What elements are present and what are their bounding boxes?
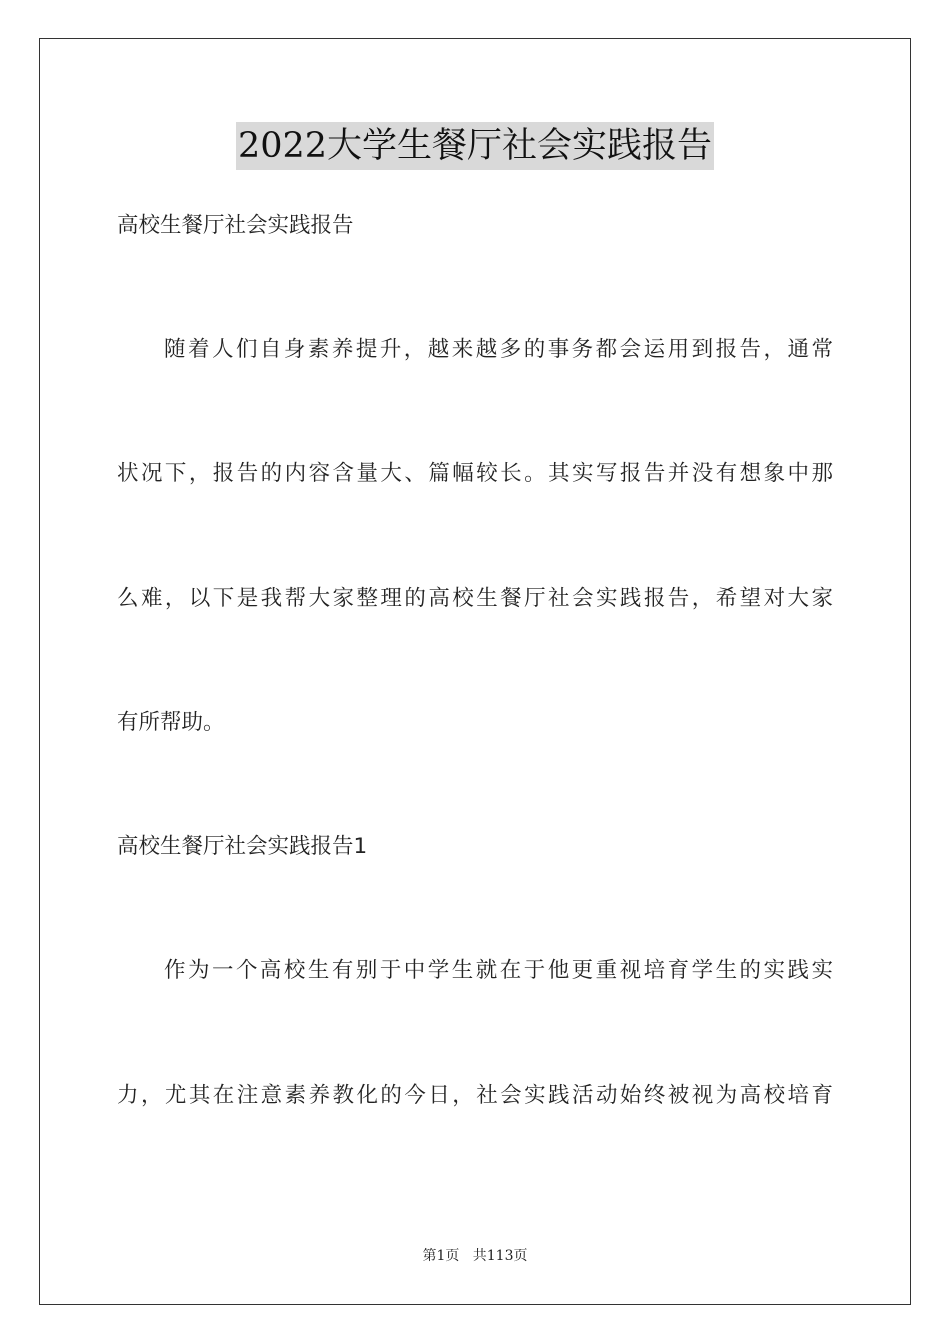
intro-line-2: 状况下，报告的内容含量大、篇幅较长。其实写报告并没有想象中那 xyxy=(117,461,833,486)
page-number: 第1页 xyxy=(422,1248,460,1264)
page-footer xyxy=(0,1246,950,1266)
section-heading: 高校生餐厅社会实践报告1 xyxy=(117,834,368,859)
section-line-2: 力，尤其在注意素养教化的今日，社会实践活动始终被视为高校培育 xyxy=(117,1083,833,1108)
intro-line-1: 随着人们自身素养提升，越来越多的事务都会运用到报告，通常 xyxy=(164,337,833,362)
intro-line-3: 么难，以下是我帮大家整理的高校生餐厅社会实践报告，希望对大家 xyxy=(117,586,833,611)
intro-line-4: 有所帮助。 xyxy=(117,710,225,735)
page-total: 共113页 xyxy=(472,1248,528,1264)
document-title: 2022大学生餐厅社会实践报告 xyxy=(236,122,714,170)
document-subtitle: 高校生餐厅社会实践报告 xyxy=(117,213,354,238)
title-container xyxy=(0,122,950,170)
section-line-1: 作为一个高校生有别于中学生就在于他更重视培育学生的实践实 xyxy=(164,958,833,983)
